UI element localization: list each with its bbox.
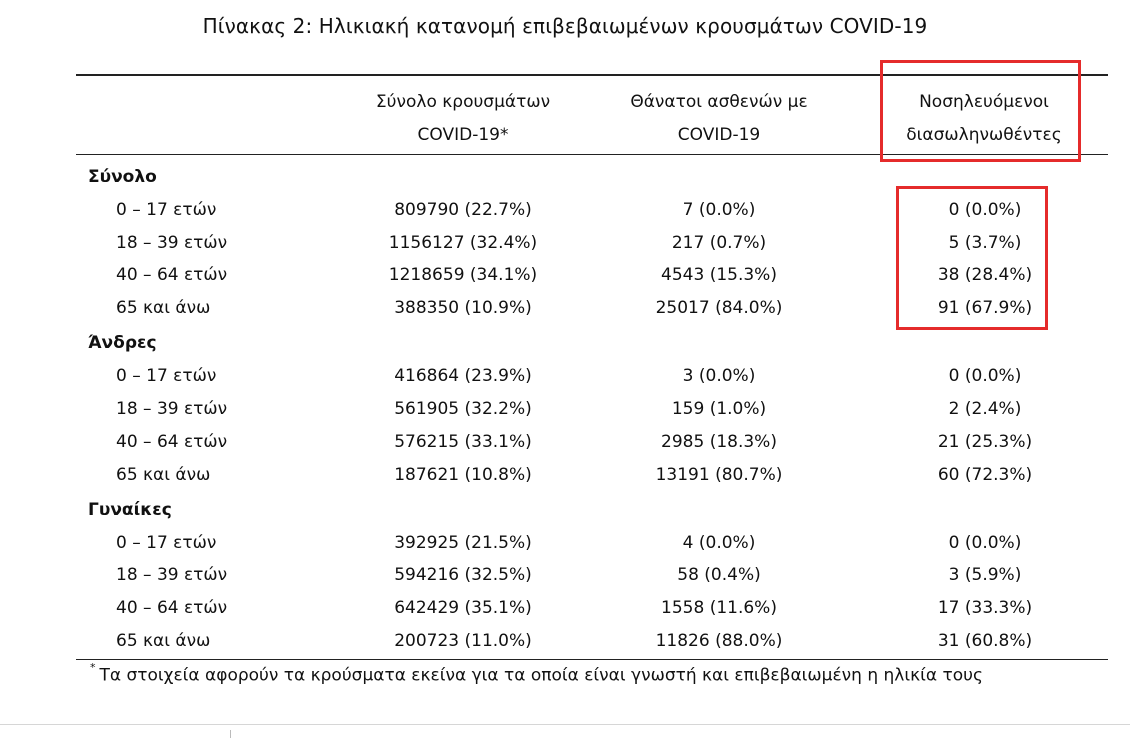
- intubated-cell: 17 (33.3%): [937, 598, 1033, 619]
- intubated-cell: 38 (28.4%): [937, 265, 1033, 286]
- group-label: Σύνολο: [88, 167, 157, 187]
- table-row: [0, 527, 1130, 559]
- age-cell: 40 – 64 ετών: [116, 598, 228, 619]
- table-row: [0, 559, 1130, 591]
- deaths-cell: 2985 (18.3%): [661, 431, 777, 452]
- age-cell: 65 και άνω: [116, 298, 211, 319]
- table-row: [0, 592, 1130, 624]
- cases-cell: 1218659 (34.1%): [388, 265, 538, 286]
- column-header-deaths: [596, 86, 842, 152]
- deaths-cell: 159 (1.0%): [671, 399, 767, 419]
- page-tick-mark: [230, 730, 231, 738]
- intubated-cell: 21 (25.3%): [937, 431, 1033, 452]
- footnote-marker: *: [90, 661, 96, 674]
- page-separator: [0, 724, 1130, 725]
- column-header-cases: [340, 86, 586, 152]
- age-cell: 40 – 64 ετών: [116, 431, 228, 452]
- deaths-cell: 13191 (80.7%): [655, 464, 783, 485]
- cases-cell: 392925 (21.5%): [394, 532, 532, 553]
- intubated-cell: 0 (0.0%): [948, 199, 1022, 220]
- cases-cell: 1156127 (32.4%): [388, 232, 538, 253]
- column-header-line: διασωληνωθέντες: [906, 125, 1062, 145]
- table-row: [0, 459, 1130, 491]
- column-header-line: Σύνολο κρουσμάτων: [375, 92, 551, 112]
- cases-cell: 594216 (32.5%): [394, 565, 532, 586]
- table-row: [0, 426, 1130, 458]
- group-label: Γυναίκες: [88, 499, 172, 520]
- age-cell: 65 και άνω: [116, 464, 211, 485]
- cases-cell: 809790 (22.7%): [394, 199, 532, 220]
- age-cell: 65 και άνω: [116, 631, 211, 651]
- highlight-box-values: [896, 186, 1048, 330]
- column-header-line: Θάνατοι ασθενών με: [630, 92, 808, 112]
- group-header-row: [0, 494, 1130, 526]
- column-header-line: COVID-19*: [417, 125, 509, 145]
- deaths-cell: 11826 (88.0%): [655, 631, 783, 651]
- column-header-line: COVID-19: [677, 125, 761, 145]
- footnote: [90, 661, 983, 686]
- table-row: [0, 625, 1130, 657]
- deaths-cell: 1558 (11.6%): [661, 598, 777, 619]
- intubated-cell: 2 (2.4%): [948, 399, 1022, 419]
- intubated-cell: 3 (5.9%): [948, 565, 1022, 586]
- age-cell: 18 – 39 ετών: [116, 565, 228, 586]
- cases-cell: 561905 (32.2%): [394, 399, 532, 419]
- intubated-cell: 91 (67.9%): [937, 298, 1033, 319]
- deaths-cell: 4543 (15.3%): [661, 265, 777, 286]
- intubated-cell: 5 (3.7%): [948, 232, 1022, 253]
- deaths-cell: 58 (0.4%): [677, 565, 761, 586]
- column-header-line: Νοσηλευόμενοι: [919, 92, 1049, 112]
- highlight-box-header: [880, 60, 1081, 162]
- cases-cell: 576215 (33.1%): [394, 431, 532, 452]
- intubated-cell: 31 (60.8%): [937, 631, 1033, 651]
- cases-cell: 416864 (23.9%): [394, 366, 532, 387]
- age-cell: 18 – 39 ετών: [116, 232, 228, 253]
- cases-cell: 187621 (10.8%): [394, 464, 532, 485]
- footnote-text: Τα στοιχεία αφορούν τα κρούσματα εκείνα για τα οποία είναι γνωστή και επιβεβαιωμένη η ηλικία τους: [99, 665, 983, 686]
- table-bottom-rule: [76, 659, 1108, 660]
- age-cell: 0 – 17 ετών: [116, 199, 217, 220]
- intubated-cell: 0 (0.0%): [948, 366, 1022, 387]
- group-header-row: [0, 327, 1130, 359]
- deaths-cell: 4 (0.0%): [682, 532, 756, 553]
- deaths-cell: 25017 (84.0%): [655, 298, 783, 319]
- table-row: [0, 393, 1130, 425]
- deaths-cell: 7 (0.0%): [682, 199, 756, 220]
- age-cell: 0 – 17 ετών: [116, 532, 217, 553]
- table-title: Πίνακας 2: Ηλικιακή κατανομή επιβεβαιωμένων κρουσμάτων COVID-19: [202, 14, 928, 38]
- age-cell: 40 – 64 ετών: [116, 265, 228, 286]
- cases-cell: 642429 (35.1%): [394, 598, 532, 619]
- group-label: Άνδρες: [88, 333, 157, 354]
- table-row: [0, 360, 1130, 392]
- cases-cell: 388350 (10.9%): [394, 298, 532, 319]
- cases-cell: 200723 (11.0%): [394, 631, 532, 651]
- intubated-cell: 60 (72.3%): [937, 464, 1033, 485]
- age-cell: 0 – 17 ετών: [116, 366, 217, 387]
- deaths-cell: 217 (0.7%): [671, 232, 767, 253]
- age-cell: 18 – 39 ετών: [116, 399, 228, 419]
- deaths-cell: 3 (0.0%): [682, 366, 756, 387]
- intubated-cell: 0 (0.0%): [948, 532, 1022, 553]
